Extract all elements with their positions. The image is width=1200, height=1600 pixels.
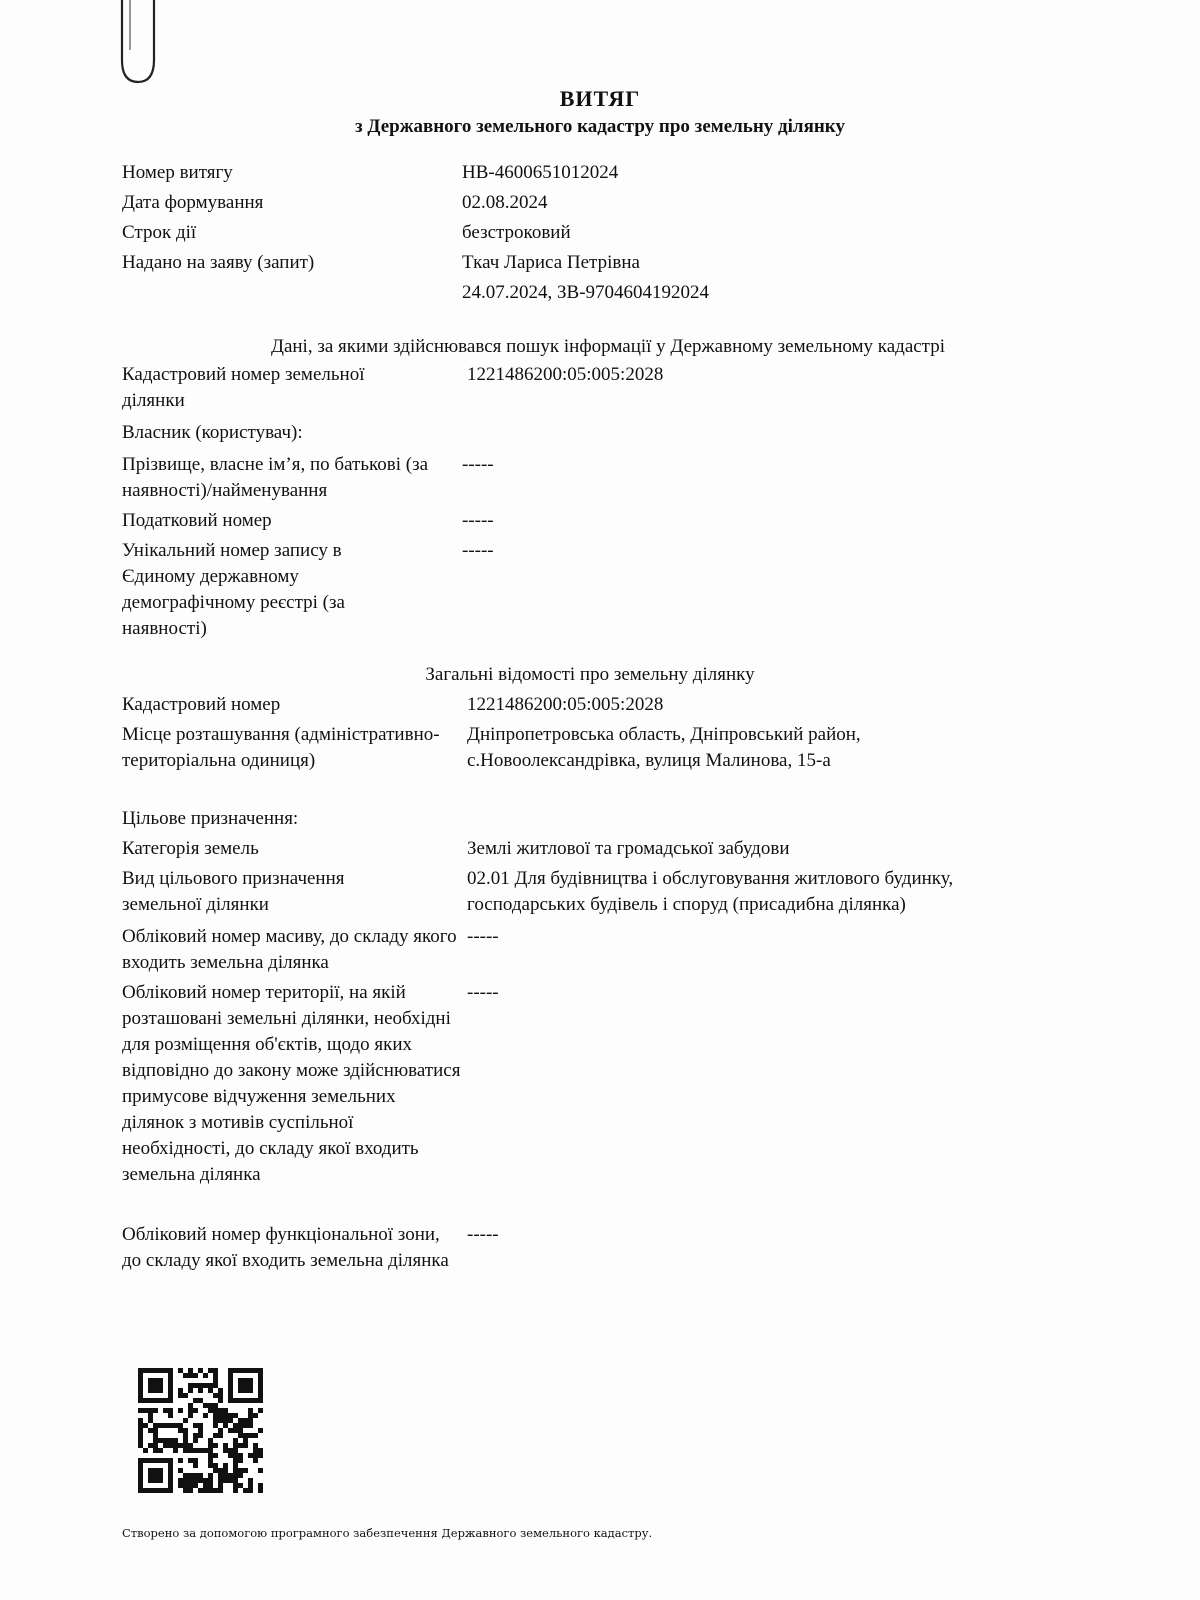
date-value: 02.08.2024 xyxy=(462,192,548,213)
term-label: Строк дії xyxy=(122,222,197,243)
owner-name-label: Прізвище, власне ім’я, по батькові (за наявності)/найменування xyxy=(122,454,429,501)
location-value xyxy=(467,722,1067,774)
issued-label: Надано на заяву (запит) xyxy=(122,252,315,273)
document-subtitle: з Державного земельного кадастру про земельну ділянку xyxy=(355,116,845,137)
issued-value xyxy=(462,248,1062,308)
general-cadastral-label: Кадастровий номер xyxy=(122,694,281,715)
search-cadastral-value: 1221486200:05:005:2028 xyxy=(467,364,664,385)
purpose-type-label: Вид цільового призначення земельної ділянки xyxy=(122,868,345,915)
location-label: Місце розташування (адміністративно-територіальна одиниця) xyxy=(122,724,440,771)
location-value-line1: Дніпропетровська область, Дніпровський район, xyxy=(467,724,861,745)
category-label: Категорія земель xyxy=(122,838,259,859)
general-cadastral-value: 1221486200:05:005:2028 xyxy=(467,694,664,715)
massif-value: ----- xyxy=(467,926,499,947)
date-label: Дата формування xyxy=(122,192,264,213)
extract-number-label: Номер витягу xyxy=(122,162,233,183)
location-value-line2: с.Новоолександрівка, вулиця Малинова, 15-а xyxy=(467,750,831,771)
massif-label: Обліковий номер масиву, до складу якого входить земельна ділянка xyxy=(122,926,457,973)
issued-value-line2: 24.07.2024, ЗВ-9704604192024 xyxy=(462,282,710,303)
footer-note: Створено за допомогою програмного забезпечення Державного земельного кадастру. xyxy=(122,1526,653,1540)
term-value: безстроковий xyxy=(462,222,571,243)
qr-code xyxy=(138,1368,263,1493)
unique-value: ----- xyxy=(462,540,494,561)
issued-value-line1: Ткач Лариса Петрівна xyxy=(462,252,640,273)
general-section-heading: Загальні відомості про земельну ділянку xyxy=(425,664,755,685)
category-value: Землі житлової та громадської забудови xyxy=(467,838,790,859)
purpose-label: Цільове призначення: xyxy=(122,808,299,829)
owner-label: Власник (користувач): xyxy=(122,422,303,443)
search-section-heading: Дані, за якими здійснювався пошук інформації у Державному земельному кадастрі xyxy=(271,336,945,357)
purpose-type-value-line2: господарських будівель і споруд (присадибна ділянка) xyxy=(467,894,906,915)
zone-value: ----- xyxy=(467,1224,499,1245)
territory-label: Обліковий номер території, на якій розташовані земельні ділянки, необхідні для розміщення об'єктів, щодо яких відповідно до закону може здійснюватися примусове відчуження земельних ділянок з мотивів суспільної необхідності, до складу якої входить земельна ділянка xyxy=(122,982,461,1185)
unique-label: Унікальний номер запису в Єдиному державному демографічному реєстрі (за наявності) xyxy=(122,540,345,639)
extract-number-value: НВ-4600651012024 xyxy=(462,162,619,183)
search-cadastral-label: Кадастровий номер земельної ділянки xyxy=(122,364,365,411)
purpose-type-value-line1: 02.01 Для будівництва і обслуговування житлового будинку, xyxy=(467,868,954,889)
tax-label: Податковий номер xyxy=(122,510,272,531)
tax-value: ----- xyxy=(462,510,494,531)
purpose-type-value xyxy=(467,866,1107,918)
territory-value: ----- xyxy=(467,982,499,1003)
document-title: ВИТЯГ xyxy=(559,86,641,111)
zone-label: Обліковий номер функціональної зони, до складу якої входить земельна ділянка xyxy=(122,1224,449,1271)
owner-name-value: ----- xyxy=(462,454,494,475)
paper-clip-icon xyxy=(112,0,164,90)
